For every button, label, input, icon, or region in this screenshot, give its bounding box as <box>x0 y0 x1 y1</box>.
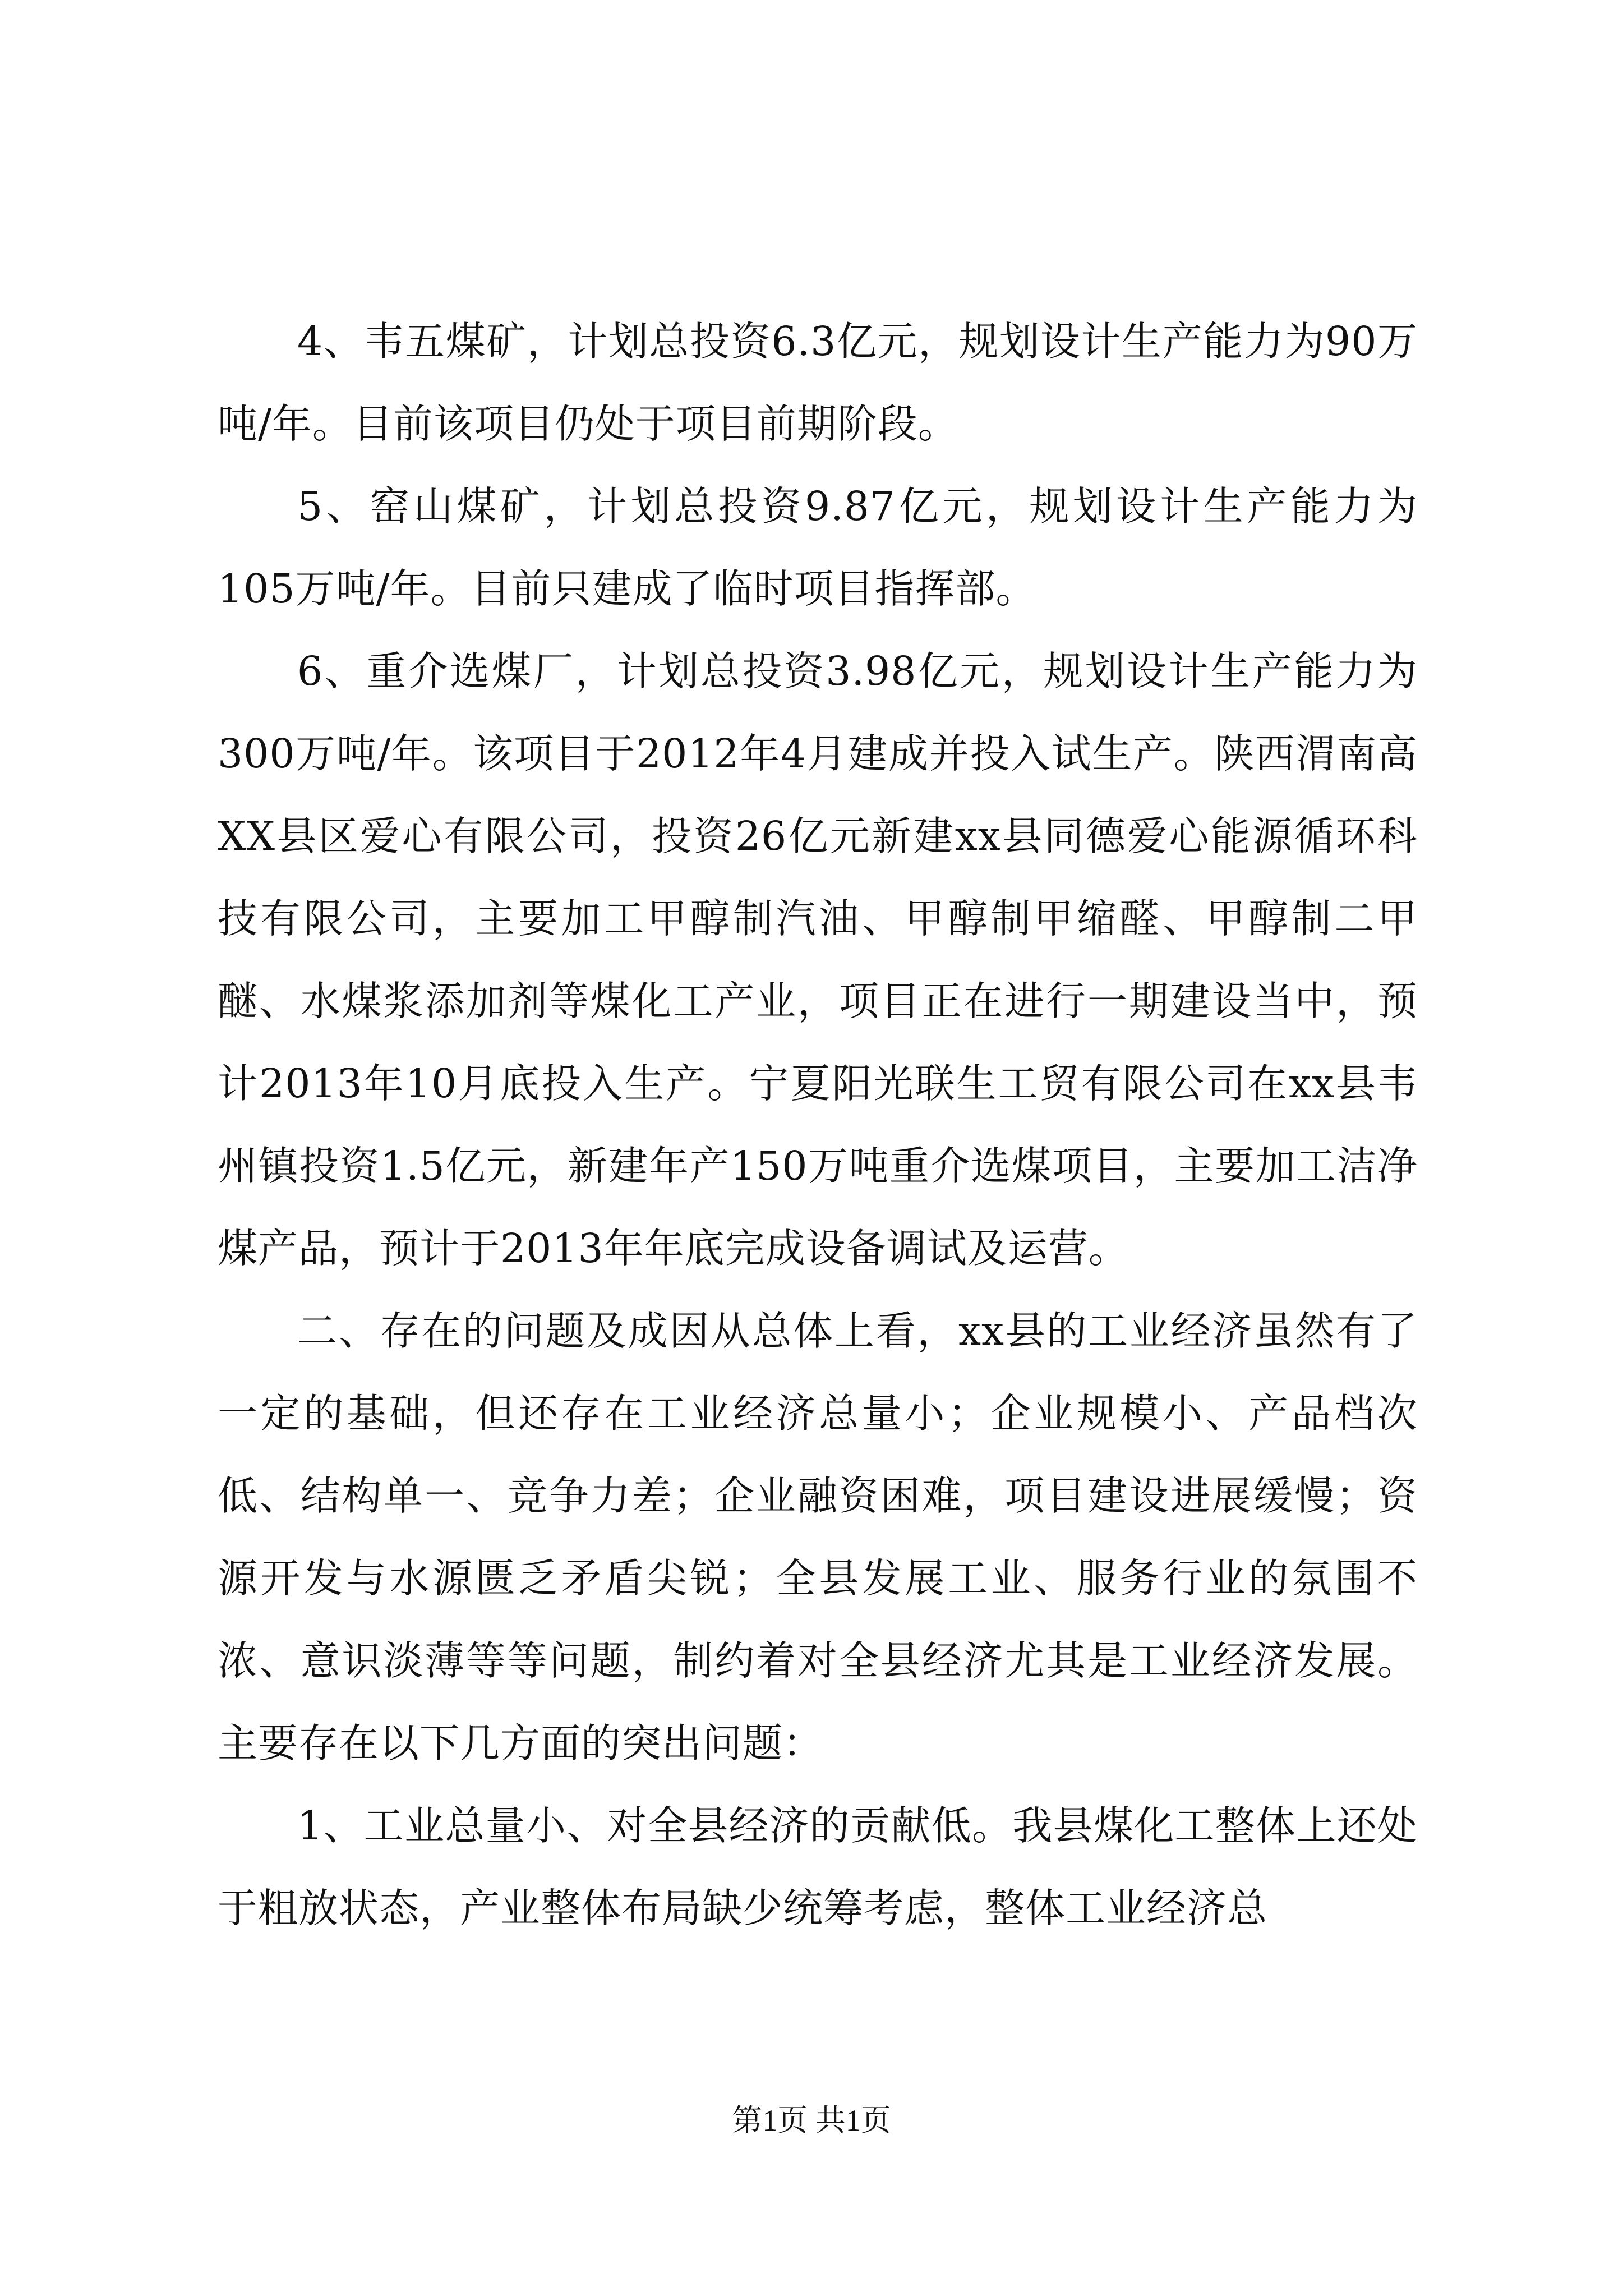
paragraph-dense-medium-coal-plant: 6、重介选煤厂，计划总投资3.98亿元，规划设计生产能力为300万吨/年。该项目于2012年4月建成并投入试生产。陕西渭南高XX县区爱心有限公司，投资26亿元新建xx县同德爱心能源循环科技有限公司，主要加工甲醇制汽油、甲醇制甲缩醛、甲醇制二甲醚、水煤浆添加剂等煤化工产业，项目正在进行一期建设当中，预计2013年10月底投入生产。宁夏阳光联生工贸有限公司在xx县韦州镇投资1.5亿元，新建年产150万吨重介选煤项目，主要加工洁净煤产品，预计于2013年年底完成设备调试及运营。 <box>218 648 1418 1272</box>
paragraph-yaoshan-coal-mine: 5、窑山煤矿，计划总投资9.87亿元，规划设计生产能力为105万吨/年。目前只建成了临时项目指挥部。 <box>218 483 1418 612</box>
page-footer: 第1页 共1页 <box>732 2104 891 2137</box>
paragraph-problems-and-causes: 二、存在的问题及成因从总体上看，xx县的工业经济虽然有了一定的基础，但还存在工业经济总量小；企业规模小、产品档次低、结构单一、竞争力差；企业融资困难，项目建设进展缓慢；资源开发与水源匮乏矛盾尖锐；全县发展工业、服务行业的氛围不浓、意识淡薄等等问题，制约着对全县经济尤其是工业经济发展。主要存在以下几方面的突出问题： <box>218 1308 1418 1766</box>
paragraph-weiwu-coal-mine: 4、韦五煤矿，计划总投资6.3亿元，规划设计生产能力为90万吨/年。目前该项目仍处于项目前期阶段。 <box>218 318 1418 447</box>
paragraph-small-industrial-output: 1、工业总量小、对全县经济的贡献低。我县煤化工整体上还处于粗放状态，产业整体布局缺少统筹考虑，整体工业经济总 <box>218 1802 1418 1931</box>
document-body <box>218 300 1418 1949</box>
